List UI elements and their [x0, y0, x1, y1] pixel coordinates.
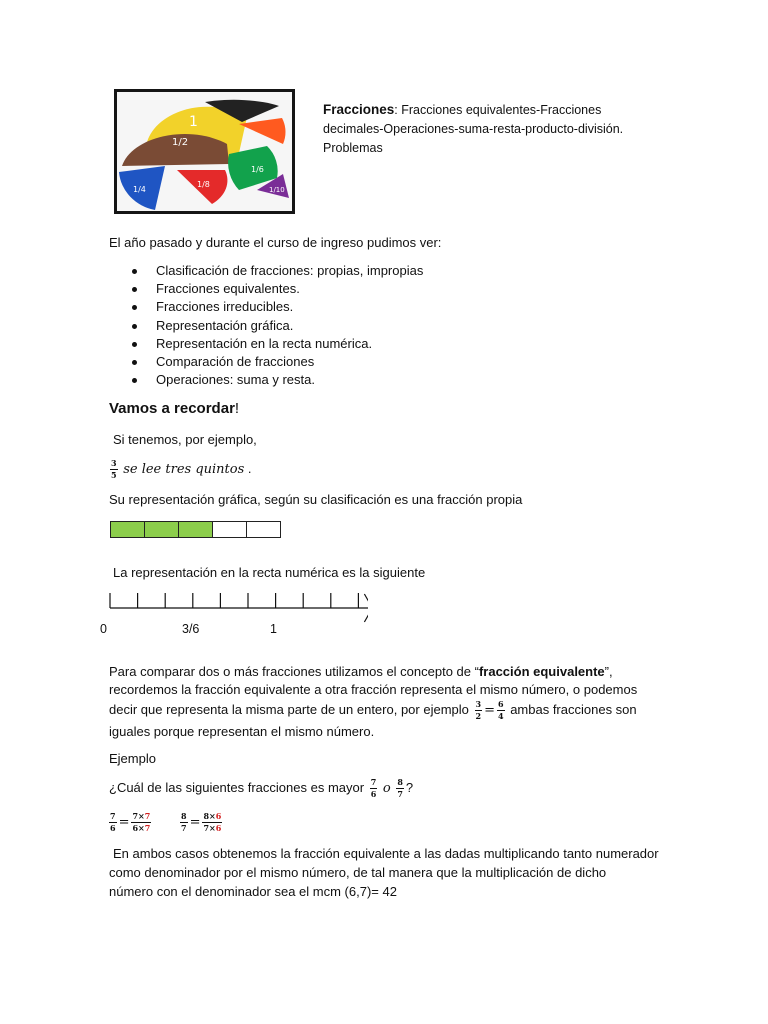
section-heading: Vamos a recordar!	[109, 400, 240, 417]
title-bold: Fracciones	[323, 102, 395, 117]
piece-tenth-label: 1/10	[269, 186, 285, 194]
bullet-icon	[132, 269, 137, 274]
piece-eighth-label: 1/8	[197, 180, 210, 189]
compare-line-1: Para comparar dos o más fracciones utilizamos el concepto de “fracción equivalente”,	[109, 664, 613, 679]
list-item: Representación en la recta numérica.	[132, 335, 423, 353]
piece-half-label: 1/2	[172, 137, 189, 148]
number-line	[108, 588, 368, 631]
piece-sixth-label: 1/6	[251, 165, 264, 174]
calculation-two: $\frac{8}{7}$ = $\frac{8\times 6}{7\times 6}$	[181, 811, 222, 834]
topics-list	[132, 262, 423, 389]
bullet-icon	[132, 305, 137, 310]
numberline-label-mid: 3/6	[182, 622, 200, 636]
bullet-icon	[132, 378, 137, 383]
fraction-six-quarters: $\frac{6}{4}$	[497, 699, 504, 722]
calculation-one: $\frac{7}{6}$ = $\frac{7\times 7}{6\times 7}$	[110, 811, 151, 834]
bullet-icon	[132, 342, 137, 347]
bar-part-filled	[179, 522, 213, 537]
fraction-reading: $\frac{3}{5}$ se lee tres quintos .	[111, 458, 252, 481]
bar-part-filled	[111, 522, 145, 537]
list-item: Comparación de fracciones	[132, 353, 423, 371]
intro-paragraph: El año pasado y durante el curso de ingreso pudimos ver:	[109, 235, 442, 250]
bold-term: fracción equivalente	[478, 664, 605, 679]
fraction-pieces-image	[114, 89, 295, 214]
list-item: Fracciones equivalentes.	[132, 280, 423, 298]
bullet-icon	[132, 360, 137, 365]
fraction-eight-sevenths: $\frac{8}{7}$	[397, 777, 403, 800]
reading-text: se lee tres quintos	[123, 462, 245, 477]
compare-line-2: recordemos la fracción equivalente a otra fracción representa el mismo número, o podemos	[109, 682, 638, 697]
list-item: Fracciones irreducibles.	[132, 298, 423, 316]
bar-part-filled	[145, 522, 179, 537]
example-label: Ejemplo	[109, 751, 156, 766]
bullet-icon	[132, 324, 137, 329]
example-intro: Si tenemos, por ejemplo,	[113, 432, 257, 447]
title-rest: : Fracciones equivalentes-Fracciones decimales-Operaciones-suma-resta-producto-división. Problemas	[323, 103, 624, 155]
bullet-icon	[132, 287, 137, 292]
document-title	[323, 100, 653, 158]
piece-quarter-label: 1/4	[133, 185, 146, 194]
list-item: Operaciones: suma y resta.	[132, 371, 423, 389]
conclusion-paragraph: En ambos casos obtenemos la fracción equivalente a las dadas multiplicando tanto numerador como denominador por el mismo número, de tal manera que la multiplicación de dicho número con el denominador sea el mcm (6,7)= 42	[109, 846, 659, 899]
numberline-label-end: 1	[270, 622, 277, 636]
bar-part-empty	[247, 522, 280, 537]
numberline-text: La representación en la recta numérica es la siguiente	[113, 565, 426, 580]
compare-line-3: decir que representa la misma parte de un entero, por ejemplo $\frac{3}{2}$ = $\frac{6}{4}$ ambas fracciones son	[109, 699, 637, 722]
numberline-label-start: 0	[100, 622, 107, 636]
list-item: Clasificación de fracciones: propias, impropias	[132, 262, 423, 280]
fraction-three-halves: $\frac{3}{2}$	[475, 699, 482, 722]
question: ¿Cuál de las siguientes fracciones es mayor $\frac{7}{6}$ o $\frac{8}{7}$ ?	[109, 777, 414, 800]
fraction-three-fifths: $\frac{3}{5}$	[111, 458, 117, 481]
compare-line-4: iguales porque representan el mismo número.	[109, 724, 375, 739]
piece-whole-label: 1	[189, 114, 198, 130]
list-item: Representación gráfica.	[132, 317, 423, 335]
bar-part-empty	[213, 522, 247, 537]
fraction-seven-sixths: $\frac{7}{6}$	[370, 777, 377, 800]
fraction-bar	[110, 521, 281, 538]
graphic-representation-text: Su representación gráfica, según su clasificación es una fracción propia	[109, 492, 523, 507]
